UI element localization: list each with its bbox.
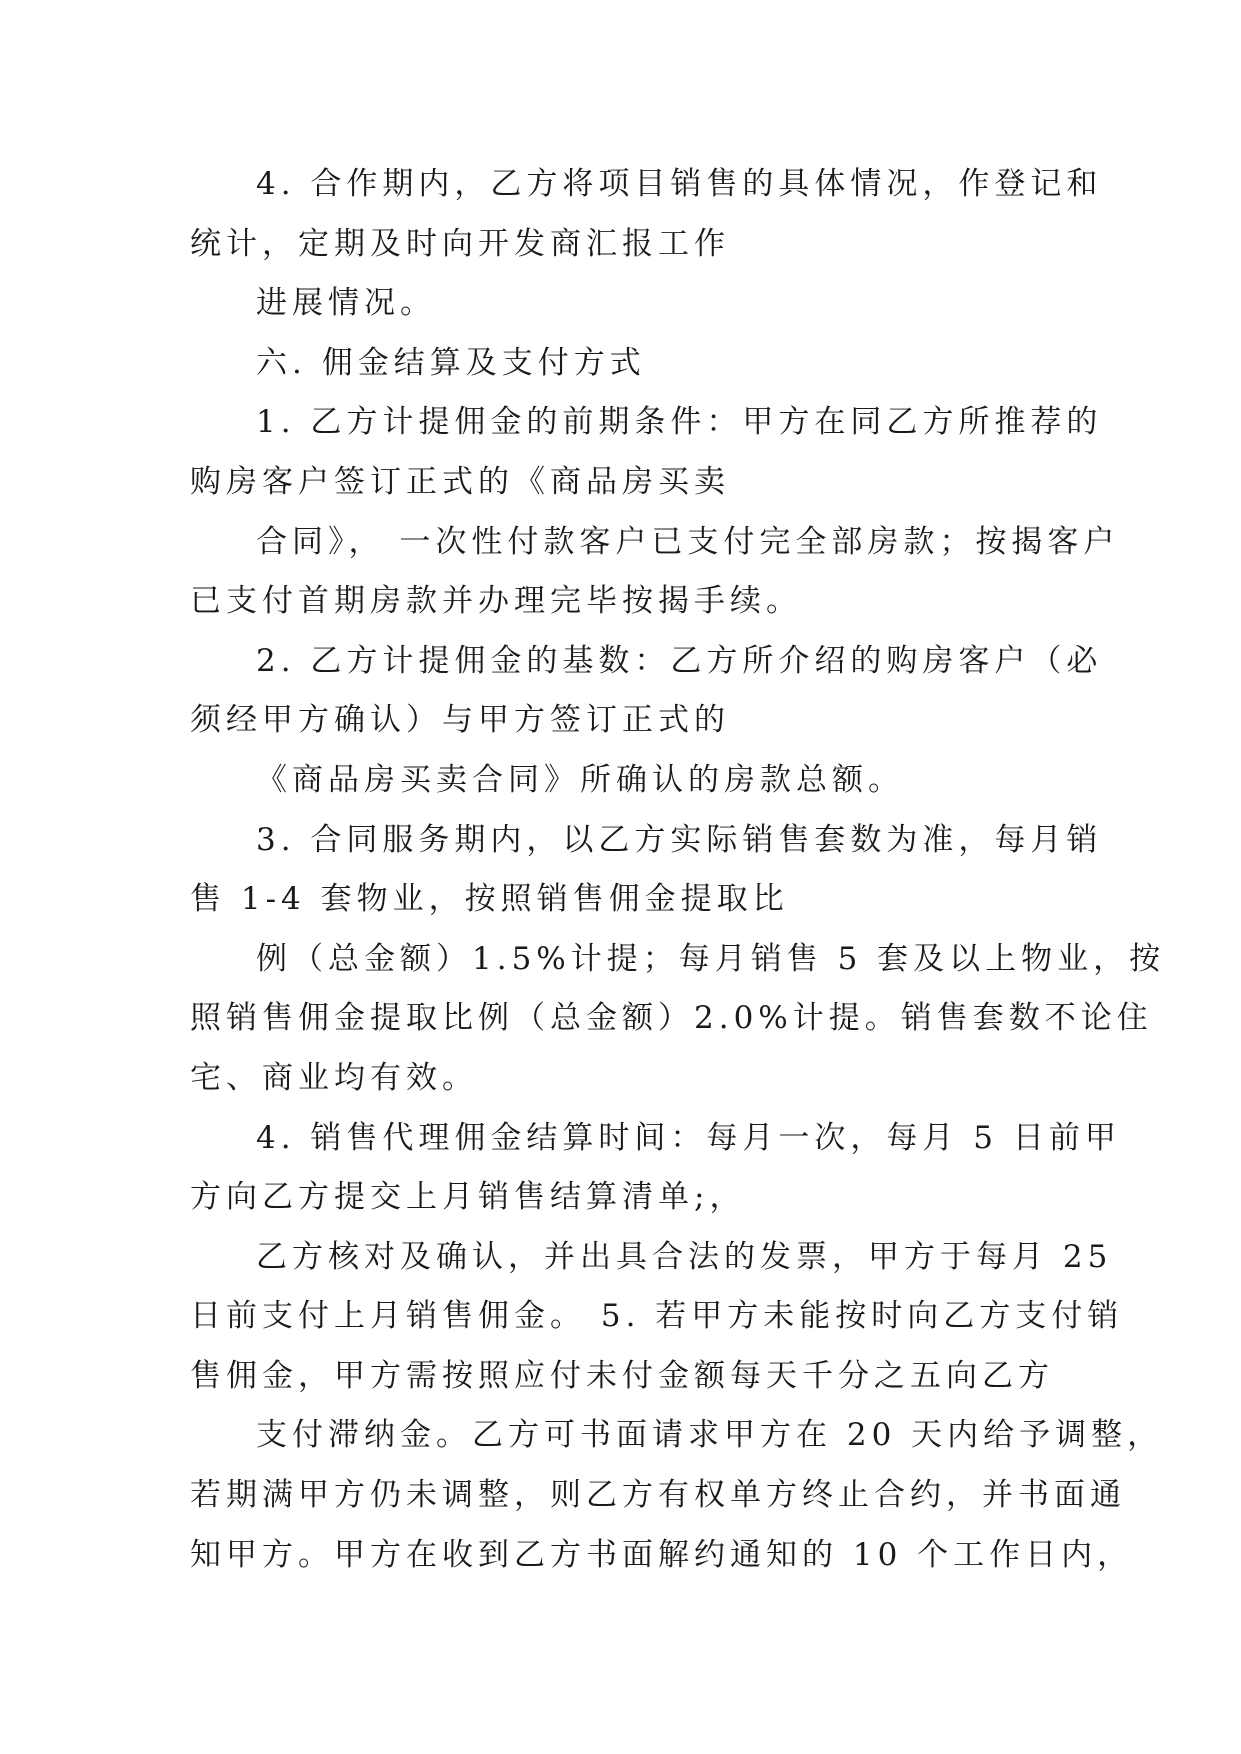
document-body bbox=[190, 155, 1166, 1585]
text-line: 须经甲方确认）与甲方签订正式的 bbox=[190, 702, 730, 739]
text-line: 若期满甲方仍未调整，则乙方有权单方终止合约，并书面通 bbox=[190, 1477, 1126, 1514]
text-line: 3. 合同服务期内，以乙方实际销售套数为准，每月销 bbox=[256, 821, 1103, 858]
text-line: 乙方核对及确认，并出具合法的发票，甲方于每月 25 bbox=[256, 1238, 1113, 1275]
text-line: 售 1-4 套物业，按照销售佣金提取比 bbox=[190, 881, 789, 918]
text-line: 照销售佣金提取比例（总金额）2.0%计提。销售套数不论住 bbox=[190, 1000, 1153, 1037]
text-line: 2. 乙方计提佣金的基数：乙方所介绍的购房客户（必 bbox=[256, 642, 1103, 679]
text-line: 日前支付上月销售佣金。 5. 若甲方未能按时向乙方支付销 bbox=[190, 1298, 1124, 1335]
text-line: 《商品房买卖合同》所确认的房款总额。 bbox=[256, 761, 904, 798]
text-line: 方向乙方提交上月销售结算清单;， bbox=[190, 1179, 746, 1216]
text-line: 购房客户签订正式的《商品房买卖 bbox=[190, 463, 730, 500]
text-line: 合同》， 一次性付款客户已支付完全部房款；按揭客户 bbox=[256, 523, 1120, 560]
text-line: 4. 合作期内，乙方将项目销售的具体情况，作登记和 bbox=[256, 166, 1103, 202]
text-line: 宅、商业均有效。 bbox=[190, 1059, 478, 1096]
text-line: 统计，定期及时向开发商汇报工作 bbox=[190, 225, 730, 262]
text-line: 1. 乙方计提佣金的前期条件：甲方在同乙方所推荐的 bbox=[256, 404, 1103, 441]
text-line: 支付滞纳金。乙方可书面请求甲方在 20 天内给予调整， bbox=[256, 1417, 1164, 1454]
text-line: 售佣金，甲方需按照应付未付金额每天千分之五向乙方 bbox=[190, 1357, 1054, 1394]
text-line: 知甲方。甲方在收到乙方书面解约通知的 10 个工作日内， bbox=[190, 1536, 1134, 1573]
text-line: 4. 销售代理佣金结算时间：每月一次，每月 5 日前甲 bbox=[256, 1119, 1121, 1156]
text-line: 进展情况。 bbox=[256, 285, 436, 322]
text-line: 例（总金额）1.5%计提；每月销售 5 套及以上物业，按 bbox=[256, 940, 1166, 977]
text-line: 六. 佣金结算及支付方式 bbox=[256, 344, 646, 381]
text-line: 已支付首期房款并办理完毕按揭手续。 bbox=[190, 583, 802, 620]
